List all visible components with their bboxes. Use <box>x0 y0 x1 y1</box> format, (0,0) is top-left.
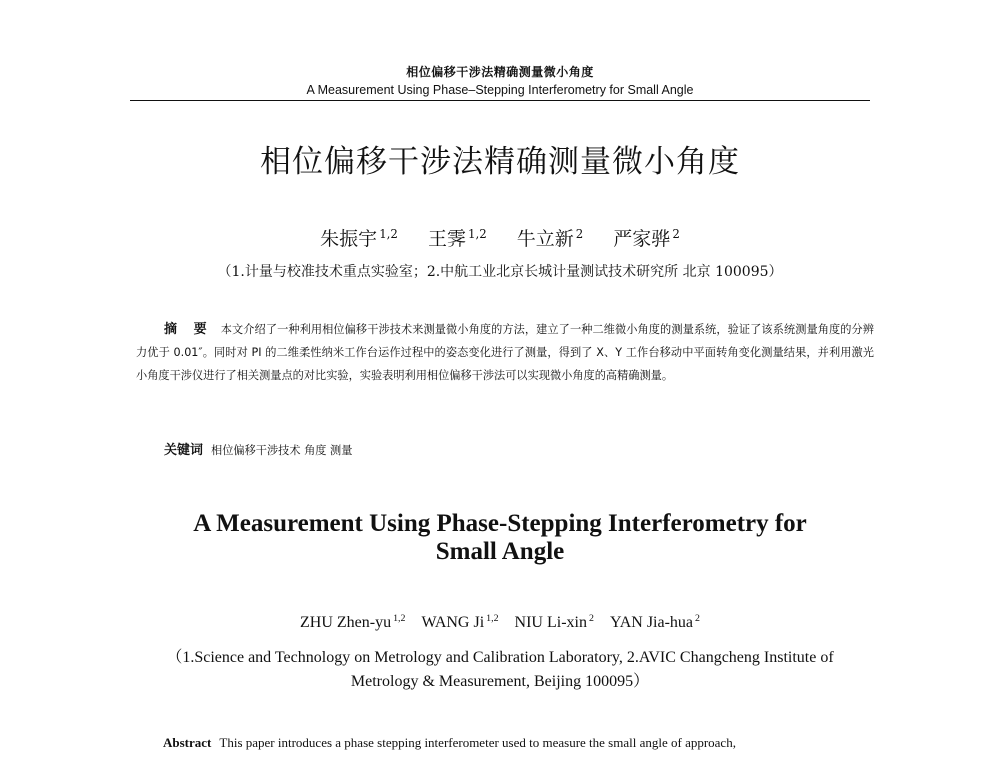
abstract-cn-label: 摘 要 <box>164 322 213 337</box>
author-cn-affil-sup: 2 <box>575 226 584 241</box>
author-en-name: YAN Jia-hua <box>609 614 694 631</box>
authors-en <box>0 612 1000 634</box>
author-en <box>421 614 498 631</box>
running-head-en: A Measurement Using Phase–Stepping Interferometry for Small Angle <box>306 83 694 97</box>
keywords-cn <box>164 441 864 461</box>
author-cn-name: 牛立新 <box>516 228 574 250</box>
abstract-en <box>163 734 883 752</box>
affiliation-en <box>0 646 1000 694</box>
abstract-cn-text: 本文介绍了一种利用相位偏移干涉技术来测量微小角度的方法，建立了一种二维微小角度的测量系统，验证了该系统测量角度的分辨力优于 0.01″。同时对 PI 的二维柔性纳米工作台运作过程中的姿态变化进行了测量，得到了 X、Y 工作台移动中平面转角变化测量结果，并利用激光小角度干涉仪进行了相关测量点的对比实验，实验表明利用相位偏移干涉法可以实现微小角度的高精确测量。 <box>136 323 874 382</box>
author-en <box>515 614 594 631</box>
author-cn-name: 王霁 <box>427 228 466 250</box>
author-cn-affil-sup: 1,2 <box>467 226 487 241</box>
author-en-affil-sup: 1,2 <box>393 612 406 624</box>
authors-cn <box>0 226 1000 252</box>
affiliation-en-line1: （1.Science and Technology on Metrology and Calibration Laboratory, 2.AVIC Changcheng Institute of <box>166 649 834 666</box>
keywords-cn-label: 关键词 <box>164 443 204 458</box>
title-cn: 相位偏移干涉法精确测量微小角度 <box>260 144 740 180</box>
author-en-affil-sup: 2 <box>588 612 594 624</box>
author-cn-affil-sup: 2 <box>672 226 680 241</box>
author-en-affil-sup: 2 <box>695 612 700 624</box>
running-head-cn: 相位偏移干涉法精确测量微小角度 <box>406 65 594 79</box>
author-en-name: ZHU Zhen-yu <box>300 614 392 631</box>
running-head <box>0 64 1000 98</box>
author-en-name: WANG Ji <box>421 614 485 631</box>
header-rule <box>130 100 870 101</box>
title-en-line2: Small Angle <box>435 538 565 565</box>
author-cn <box>613 228 680 250</box>
author-cn <box>517 228 584 250</box>
author-en-affil-sup: 1,2 <box>486 612 499 624</box>
author-en <box>300 614 405 631</box>
keywords-cn-text: 相位偏移干涉技术 角度 测量 <box>211 444 353 457</box>
abstract-en-label: Abstract <box>163 735 212 750</box>
author-cn <box>320 228 398 250</box>
affiliation-en-line2: Metrology & Measurement, Beijing 100095） <box>350 673 650 690</box>
author-en <box>610 614 700 631</box>
abstract-cn <box>136 318 874 387</box>
abstract-en-text: This paper introduces a phase stepping interferometer used to measure the small angle of approach, <box>219 735 736 750</box>
title-en <box>0 510 1000 566</box>
author-cn-name: 朱振宇 <box>320 228 378 250</box>
author-cn-affil-sup: 1,2 <box>379 226 398 241</box>
author-en-name: NIU Li-xin <box>514 614 587 631</box>
title-en-line1: A Measurement Using Phase-Stepping Interferometry for <box>193 510 807 537</box>
affiliation-cn: （1.计量与校准技术重点实验室；2.中航工业北京长城计量测试技术研究所 北京 100095） <box>217 264 783 280</box>
author-cn <box>428 228 487 250</box>
author-cn-name: 严家骅 <box>613 228 671 250</box>
